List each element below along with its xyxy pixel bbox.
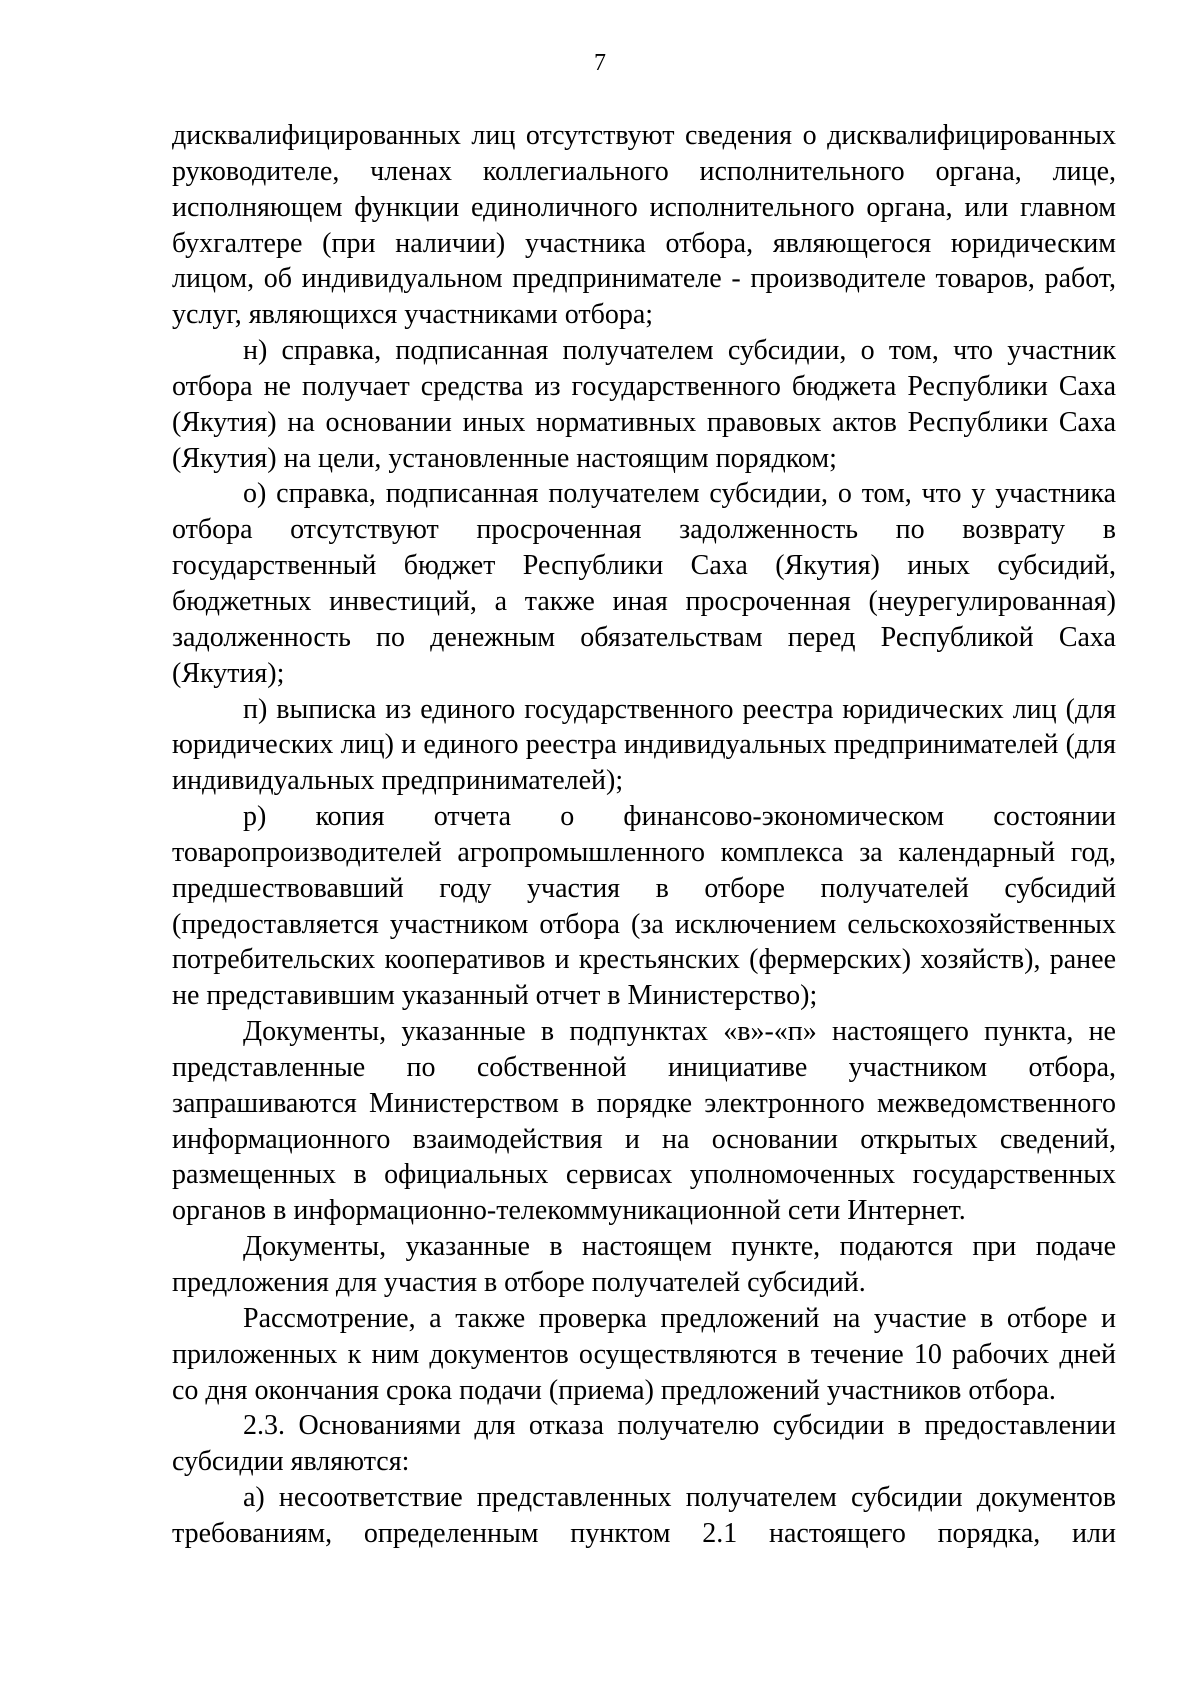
paragraph-documents-submitted: Документы, указанные в настоящем пункте, подаются при подаче предложения для участия в отборе получателей субсидий.: [172, 1231, 1116, 1298]
paragraph-item-p: п) выписка из единого государственного реестра юридических лиц (для юридических лиц) и единого реестра индивидуальных предпринимателей (для индивидуальных предпринимателей);: [172, 693, 1116, 797]
paragraph-documents-requested: Документы, указанные в подпунктах «в»-«п» настоящего пункта, не представленные по собственной инициативе участником отбора, запрашиваются Министерством в порядке электронного межведомственного информационного взаимодействия и на основании открытых сведений, размещенных в официальных сервисах уполномоченных государственных органов в информационно-телекоммуникационной сети Интернет.: [172, 1016, 1116, 1227]
paragraph-item-n: н) справка, подписанная получателем субсидии, о том, что участник отбора не получает средства из государственного бюджета Республики Саха (Якутия) на основании иных нормативных правовых актов Республики Саха (Якутия) на цели, установленные настоящим порядком;: [172, 335, 1116, 474]
paragraph-item-a: а) несоответствие представленных получателем субсидии документов требованиям, определенным пунктом 2.1 настоящего порядка, или: [172, 1482, 1116, 1549]
paragraph-review-period: Рассмотрение, а также проверка предложений на участие в отборе и приложенных к ним документов осуществляются в течение 10 рабочих дней со дня окончания срока подачи (приема) предложений участников отбора.: [172, 1302, 1116, 1406]
document-body: [172, 118, 1116, 1552]
paragraph-disqualified-persons: дисквалифицированных лиц отсутствуют сведения о дисквалифицированных руководителе, членах коллегиального исполнительного органа, лице, исполняющем функции единоличного исполнительного органа, или главном бухгалтере (при наличии) участника отбора, являющегося юридическим лицом, об индивидуальном предпринимателе - производителе товаров, работ, услуг, являющихся участниками отбора;: [172, 120, 1116, 331]
paragraph-section-2-3: 2.3. Основаниями для отказа получателю субсидии в предоставлении субсидии являются:: [172, 1410, 1116, 1478]
page-number: 7: [594, 50, 606, 76]
paragraph-item-r: р) копия отчета о финансово-экономическом состоянии товаропроизводителей агропромышленного комплекса за календарный год, предшествовавший году участия в отборе получателей субсидий (предоставляется участником отбора (за исключением сельскохозяйственных потребительских кооперативов и крестьянских (фермерских) хозяйств), ранее не представившим указанный отчет в Министерство);: [172, 801, 1116, 1012]
paragraph-item-o: о) справка, подписанная получателем субсидии, о том, что у участника отбора отсутствуют просроченная задолженность по возврату в государственный бюджет Республики Саха (Якутия) иных субсидий, бюджетных инвестиций, а также иная просроченная (неурегулированная) задолженность по денежным обязательствам перед Республикой Саха (Якутия);: [172, 478, 1116, 689]
